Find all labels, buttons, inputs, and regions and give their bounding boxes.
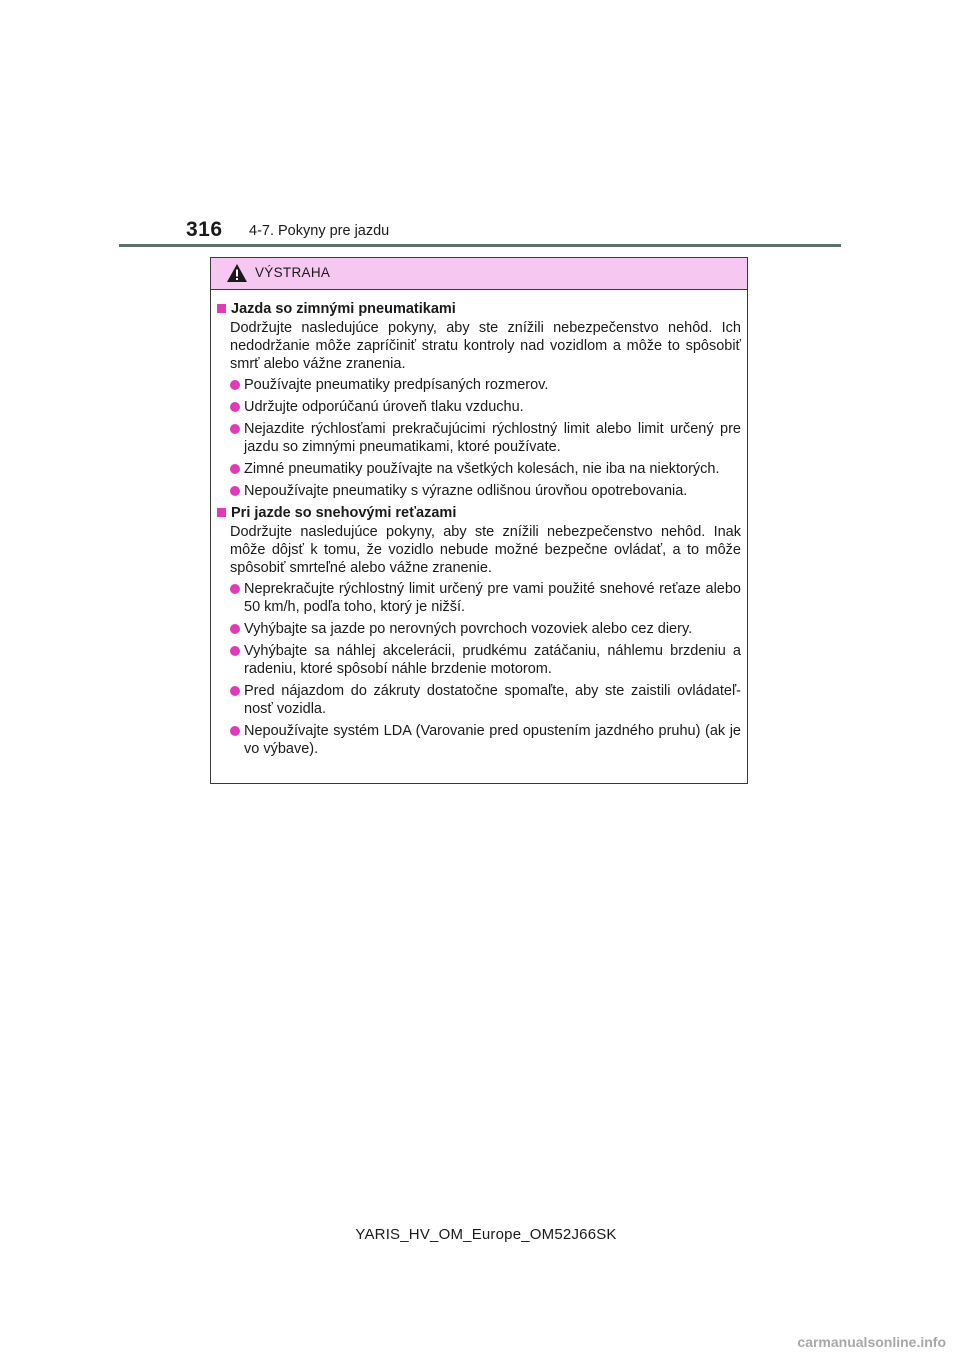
warning-section-winter-tires — [217, 300, 741, 500]
warning-triangle-icon — [226, 263, 248, 283]
list-item-text: Vyhýbajte sa náhlej akcelerácii, prudkému zatáčaniu, náhlemu brzdeniu a radeniu, ktoré spôsobí náhle brzdenie motorom. — [244, 643, 741, 677]
list-item — [217, 682, 741, 718]
round-bullet-icon — [230, 424, 240, 434]
warning-body — [211, 290, 747, 758]
list-item — [217, 722, 741, 758]
list-item-text: Nejazdite rýchlosťami prekračujúcimi rýchlostný limit alebo limit určený pre jazdu so zimnými pneumatikami, ktoré používate. — [244, 421, 741, 455]
list-item — [217, 460, 741, 478]
round-bullet-icon — [230, 464, 240, 474]
section-heading — [217, 504, 741, 522]
section-intro: Dodržujte nasledujúce pokyny, aby ste znížili nebezpečenstvo nehôd. Inak môže dôjsť k tomu, že vozidlo nebude možné bezpečne ovládať, a to môže spôsobiť smrteľné alebo vážne zranenie. — [230, 524, 741, 576]
list-item-text: Zimné pneumatiky používajte na všetkých kolesách, nie iba na niektorých. — [244, 461, 720, 477]
section-heading-text: Jazda so zimnými pneumatikami — [231, 301, 456, 317]
warning-section-snow-chains — [217, 504, 741, 758]
warning-box — [210, 257, 748, 784]
list-item — [217, 642, 741, 678]
list-item — [217, 482, 741, 500]
watermark: carmanualsonline.info — [797, 1334, 946, 1350]
list-item — [217, 420, 741, 456]
list-item-text: Používajte pneumatiky predpísaných rozmerov. — [244, 377, 549, 393]
round-bullet-icon — [230, 380, 240, 390]
section-heading — [217, 300, 741, 318]
round-bullet-icon — [230, 686, 240, 696]
list-item-text: Nepoužívajte pneumatiky s výrazne odlišnou úrovňou opotrebovania. — [244, 483, 688, 499]
list-item-text: Nepoužívajte systém LDA (Varovanie pred opustením jazdného pruhu) (ak je vo výbave). — [244, 723, 741, 757]
list-item-text: Pred nájazdom do zákruty dostatočne spomaľte, aby ste zaistili ovládateľ-nosť vozidla. — [244, 683, 741, 717]
section-title: 4-7. Pokyny pre jazdu — [249, 223, 390, 239]
section-heading-text: Pri jazde so snehovými reťazami — [231, 505, 457, 521]
square-bullet-icon — [217, 304, 226, 313]
round-bullet-icon — [230, 402, 240, 412]
round-bullet-icon — [230, 726, 240, 736]
section-intro: Dodržujte nasledujúce pokyny, aby ste znížili nebezpečenstvo nehôd. Ich nedodržanie môže zapríčiniť stratu kontroly nad vozidlom a môže to spôsobiť smrť alebo vážne zranenia. — [230, 320, 741, 372]
round-bullet-icon — [230, 584, 240, 594]
round-bullet-icon — [230, 624, 240, 634]
list-item — [217, 398, 741, 416]
square-bullet-icon — [217, 508, 226, 517]
list-item-text: Udržujte odporúčanú úroveň tlaku vzduchu. — [244, 399, 524, 415]
warning-title: VÝSTRAHA — [255, 265, 331, 280]
round-bullet-icon — [230, 646, 240, 656]
document-code: YARIS_HV_OM_Europe_OM52J66SK — [355, 1226, 617, 1243]
list-item — [217, 620, 741, 638]
list-item — [217, 580, 741, 616]
list-item — [217, 376, 741, 394]
list-item-text: Neprekračujte rýchlostný limit určený pre vami použité snehové reťaze alebo 50 km/h, podľa toho, ktorý je nižší. — [244, 581, 741, 615]
round-bullet-icon — [230, 486, 240, 496]
page-number: 316 — [186, 218, 223, 241]
warning-header — [211, 258, 747, 290]
header-divider — [119, 244, 841, 247]
list-item-text: Vyhýbajte sa jazde po nerovných povrchoch vozoviek alebo cez diery. — [244, 621, 693, 637]
